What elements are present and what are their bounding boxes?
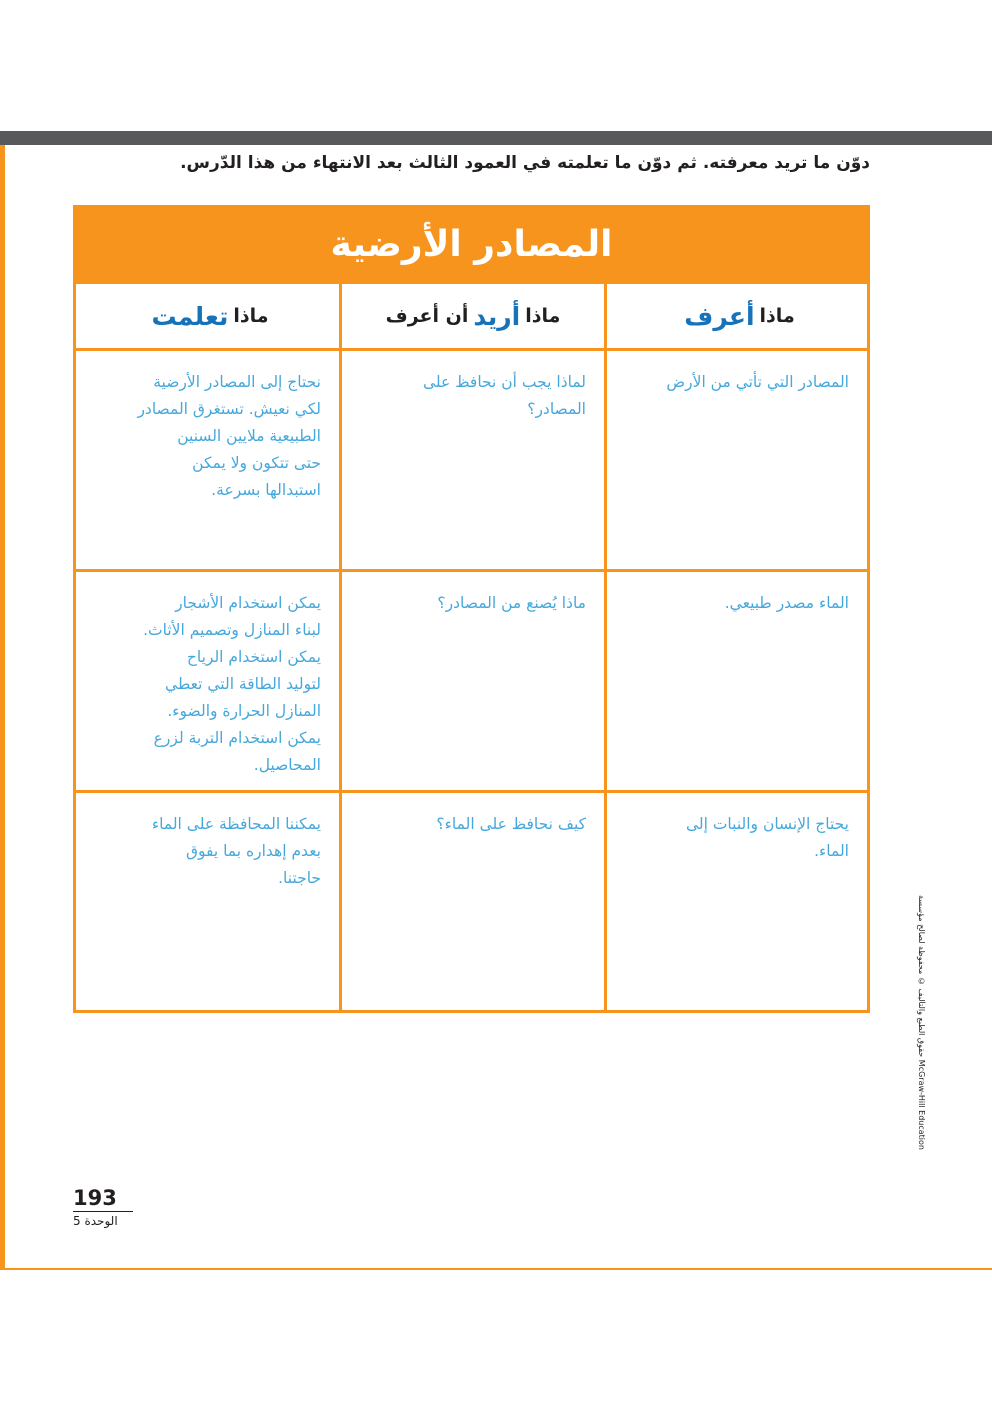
table-row xyxy=(76,790,867,1011)
cell-know xyxy=(604,793,867,1011)
table-row xyxy=(76,348,867,569)
chart-title: المصادر الأرضية xyxy=(76,208,867,281)
cell-line: المحاصيل. xyxy=(253,756,321,774)
cell-line: لكي نعيش. تستغرق المصادر xyxy=(137,400,321,418)
copyright-credit: حقوق الطبع والتأليف © محفوظة لصالح مؤسسة McGraw-Hill Education xyxy=(917,895,926,1150)
cell-learned xyxy=(76,572,339,790)
cell-line: الطبيعية ملايين السنين xyxy=(177,427,321,445)
left-margin-rule xyxy=(0,145,5,1269)
cell-want xyxy=(339,351,604,569)
header-want xyxy=(339,284,604,348)
cell-line: المصادر التي تأتي من الأرض xyxy=(666,373,849,391)
cell-line: يمكن استخدام التربة لزرع xyxy=(153,729,321,747)
top-divider-bar xyxy=(0,131,992,145)
unit-label: الوحدة 5 xyxy=(73,1214,118,1228)
header-prefix: ماذا xyxy=(759,305,795,327)
cell-line: بعدم إهداره بما يفوق xyxy=(185,842,321,860)
cell-line: يحتاج الإنسان والنبات إلى xyxy=(685,815,849,833)
cell-line: يمكننا المحافظة على الماء xyxy=(151,815,321,833)
cell-know xyxy=(604,572,867,790)
header-know xyxy=(604,284,867,348)
header-accent: أعرف xyxy=(684,301,755,331)
cell-line: لتوليد الطاقة التي تعطي xyxy=(165,675,321,693)
cell-learned xyxy=(76,793,339,1011)
cell-know xyxy=(604,351,867,569)
cell-line: يمكن استخدام الرياح xyxy=(186,648,321,666)
header-suffix: أن أعرف xyxy=(385,305,469,327)
page-number: 193 xyxy=(73,1185,133,1212)
cell-line: كيف نحافظ على الماء؟ xyxy=(436,815,586,833)
cell-line: الماء مصدر طبيعي. xyxy=(724,594,849,612)
cell-line: نحتاج إلى المصادر الأرضية xyxy=(153,373,321,391)
header-row xyxy=(76,281,867,348)
cell-line: المنازل الحرارة والضوء. xyxy=(167,702,321,720)
cell-line: حاجتنا. xyxy=(278,869,321,887)
header-prefix: ماذا xyxy=(233,305,269,327)
cell-want xyxy=(339,793,604,1011)
cell-line: ماذا يُصنع من المصادر؟ xyxy=(437,594,586,612)
table-row xyxy=(76,569,867,790)
instruction-text: دوّن ما تريد معرفته. ثم دوّن ما تعلمته في العمود الثالث بعد الانتهاء من هذا الدّرس. xyxy=(180,153,870,173)
cell-want xyxy=(339,572,604,790)
cell-line: المصادر؟ xyxy=(527,400,586,418)
cell-line: يمكن استخدام الأشجار xyxy=(175,594,321,612)
bottom-margin-rule xyxy=(0,1268,992,1270)
cell-line: استبدالها بسرعة. xyxy=(211,481,321,499)
header-learned xyxy=(76,284,339,348)
header-accent: تعلمت xyxy=(151,301,229,331)
kwl-chart xyxy=(73,205,870,1013)
header-prefix: ماذا xyxy=(525,305,561,327)
cell-line: لبناء المنازل وتصميم الأثاث. xyxy=(143,621,321,639)
cell-line: الماء. xyxy=(814,842,849,860)
cell-line: لماذا يجب أن نحافظ على xyxy=(422,373,586,391)
header-accent: أريد xyxy=(473,301,521,331)
cell-learned xyxy=(76,351,339,569)
cell-line: حتى تتكون ولا يمكن xyxy=(192,454,321,472)
